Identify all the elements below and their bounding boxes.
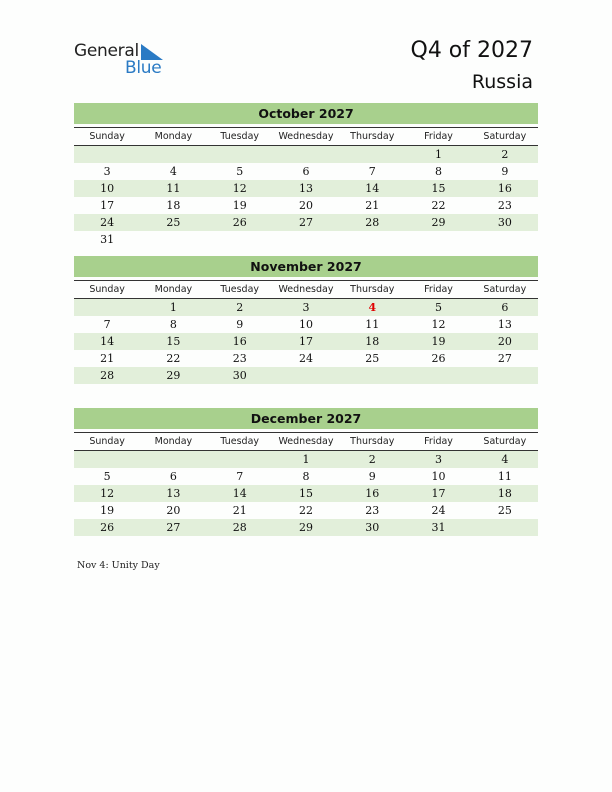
weekday-label: Friday bbox=[424, 131, 453, 142]
day-cell: 9 bbox=[368, 470, 376, 483]
day-cell: 28 bbox=[365, 216, 380, 229]
empty-day-cell bbox=[207, 231, 273, 248]
weekday-label: Saturday bbox=[483, 436, 527, 447]
week-row bbox=[74, 316, 538, 333]
day-cell: 4 bbox=[501, 453, 509, 466]
day-cell: 29 bbox=[166, 369, 181, 382]
weekday-label: Tuesday bbox=[220, 131, 260, 142]
empty-day-cell bbox=[472, 519, 538, 536]
weekday-label: Thursday bbox=[350, 436, 395, 447]
day-cell: 28 bbox=[100, 369, 115, 382]
day-cell: 23 bbox=[232, 352, 247, 365]
day-cell: 1 bbox=[169, 301, 177, 314]
day-cell: 5 bbox=[435, 301, 443, 314]
week-row bbox=[74, 350, 538, 367]
weekday-label: Friday bbox=[424, 284, 453, 295]
day-cell: 14 bbox=[232, 487, 247, 500]
day-cell: 18 bbox=[497, 487, 512, 500]
weekday-label: Monday bbox=[154, 284, 193, 295]
week-row bbox=[74, 180, 538, 197]
day-cell: 11 bbox=[365, 318, 380, 331]
day-cell: 16 bbox=[497, 182, 512, 195]
empty-day-cell bbox=[273, 367, 339, 384]
day-cell: 29 bbox=[431, 216, 446, 229]
day-cell: 17 bbox=[298, 335, 313, 348]
day-cell: 15 bbox=[431, 182, 446, 195]
weekday-label: Sunday bbox=[89, 284, 125, 295]
day-cell: 17 bbox=[100, 199, 115, 212]
empty-day-cell bbox=[74, 146, 140, 163]
day-cell: 9 bbox=[236, 318, 244, 331]
empty-day-cell bbox=[472, 367, 538, 384]
day-cell: 4 bbox=[169, 165, 177, 178]
day-cell: 5 bbox=[236, 165, 244, 178]
day-cell: 27 bbox=[166, 521, 181, 534]
month-calendar bbox=[74, 256, 538, 384]
month-header: October 2027 bbox=[74, 103, 538, 124]
month-header: November 2027 bbox=[74, 256, 538, 277]
day-cell: 16 bbox=[365, 487, 380, 500]
weekday-label: Tuesday bbox=[220, 436, 260, 447]
day-cell: 12 bbox=[232, 182, 247, 195]
day-cell: 2 bbox=[236, 301, 244, 314]
country-name: Russia bbox=[471, 71, 533, 93]
day-cell: 26 bbox=[100, 521, 115, 534]
day-cell: 27 bbox=[298, 216, 313, 229]
day-cell: 3 bbox=[435, 453, 443, 466]
page-title: Q4 of 2027 bbox=[410, 38, 533, 63]
empty-day-cell bbox=[74, 299, 140, 316]
day-cell: 3 bbox=[103, 165, 111, 178]
day-cell: 4 bbox=[368, 301, 377, 314]
weekday-label: Sunday bbox=[89, 436, 125, 447]
weekday-label: Saturday bbox=[483, 284, 527, 295]
day-cell: 9 bbox=[501, 165, 509, 178]
day-cell: 20 bbox=[298, 199, 313, 212]
weekday-label: Wednesday bbox=[278, 131, 334, 142]
day-cell: 13 bbox=[166, 487, 181, 500]
weekday-label: Friday bbox=[424, 436, 453, 447]
week-row bbox=[74, 468, 538, 485]
day-cell: 25 bbox=[365, 352, 380, 365]
day-cell: 18 bbox=[166, 199, 181, 212]
empty-day-cell bbox=[405, 367, 471, 384]
day-cell: 6 bbox=[169, 470, 177, 483]
holiday-notes bbox=[77, 560, 160, 571]
day-cell: 24 bbox=[100, 216, 115, 229]
day-cell: 19 bbox=[100, 504, 115, 517]
day-cell: 20 bbox=[497, 335, 512, 348]
day-cell: 2 bbox=[501, 148, 509, 161]
week-row bbox=[74, 197, 538, 214]
empty-day-cell bbox=[74, 451, 140, 468]
weekday-label: Sunday bbox=[89, 131, 125, 142]
day-cell: 30 bbox=[365, 521, 380, 534]
day-cell: 22 bbox=[431, 199, 446, 212]
day-cell: 27 bbox=[497, 352, 512, 365]
weekday-label: Thursday bbox=[350, 284, 395, 295]
day-cell: 5 bbox=[103, 470, 111, 483]
day-cell: 3 bbox=[302, 301, 310, 314]
empty-day-cell bbox=[339, 231, 405, 248]
day-cell: 8 bbox=[302, 470, 310, 483]
day-cell: 2 bbox=[368, 453, 376, 466]
day-cell: 24 bbox=[298, 352, 313, 365]
day-cell: 31 bbox=[100, 233, 115, 246]
logo-text-general: General bbox=[74, 41, 139, 61]
day-cell: 30 bbox=[497, 216, 512, 229]
day-cell: 21 bbox=[232, 504, 247, 517]
month-calendar bbox=[74, 408, 538, 536]
empty-day-cell bbox=[405, 231, 471, 248]
day-cell: 12 bbox=[100, 487, 115, 500]
weekday-header-row bbox=[74, 127, 538, 146]
day-cell: 26 bbox=[431, 352, 446, 365]
day-cell: 20 bbox=[166, 504, 181, 517]
day-cell: 12 bbox=[431, 318, 446, 331]
day-cell: 26 bbox=[232, 216, 247, 229]
month-header: December 2027 bbox=[74, 408, 538, 429]
day-cell: 18 bbox=[365, 335, 380, 348]
day-cell: 19 bbox=[232, 199, 247, 212]
month-calendar bbox=[74, 103, 538, 248]
day-cell: 16 bbox=[232, 335, 247, 348]
week-row bbox=[74, 519, 538, 536]
day-cell: 23 bbox=[497, 199, 512, 212]
weekday-label: Wednesday bbox=[278, 436, 334, 447]
day-cell: 17 bbox=[431, 487, 446, 500]
day-cell: 1 bbox=[302, 453, 310, 466]
day-cell: 7 bbox=[368, 165, 376, 178]
empty-day-cell bbox=[140, 146, 206, 163]
day-cell: 25 bbox=[166, 216, 181, 229]
day-cell: 11 bbox=[166, 182, 181, 195]
day-cell: 7 bbox=[236, 470, 244, 483]
day-cell: 6 bbox=[302, 165, 310, 178]
weekday-label: Tuesday bbox=[220, 284, 260, 295]
weekday-label: Wednesday bbox=[278, 284, 334, 295]
empty-day-cell bbox=[472, 231, 538, 248]
day-cell: 15 bbox=[166, 335, 181, 348]
holiday-note: Nov 4: Unity Day bbox=[77, 560, 160, 571]
weekday-label: Monday bbox=[154, 131, 193, 142]
day-cell: 15 bbox=[298, 487, 313, 500]
week-row bbox=[74, 299, 538, 316]
week-row bbox=[74, 333, 538, 350]
empty-day-cell bbox=[273, 146, 339, 163]
day-cell: 10 bbox=[431, 470, 446, 483]
day-cell: 24 bbox=[431, 504, 446, 517]
day-cell: 6 bbox=[501, 301, 509, 314]
day-cell: 30 bbox=[232, 369, 247, 382]
day-cell: 22 bbox=[166, 352, 181, 365]
weekday-label: Monday bbox=[154, 436, 193, 447]
empty-day-cell bbox=[207, 146, 273, 163]
day-cell: 31 bbox=[431, 521, 446, 534]
day-cell: 28 bbox=[232, 521, 247, 534]
week-row bbox=[74, 146, 538, 163]
day-cell: 11 bbox=[497, 470, 512, 483]
empty-day-cell bbox=[339, 146, 405, 163]
day-cell: 13 bbox=[298, 182, 313, 195]
logo-text-blue: Blue bbox=[125, 58, 162, 78]
week-row bbox=[74, 231, 538, 248]
weekday-label: Saturday bbox=[483, 131, 527, 142]
day-cell: 14 bbox=[100, 335, 115, 348]
day-cell: 23 bbox=[365, 504, 380, 517]
week-row bbox=[74, 367, 538, 384]
empty-day-cell bbox=[273, 231, 339, 248]
week-row bbox=[74, 451, 538, 468]
day-cell: 29 bbox=[298, 521, 313, 534]
day-cell: 25 bbox=[497, 504, 512, 517]
day-cell: 13 bbox=[497, 318, 512, 331]
weekday-header-row bbox=[74, 280, 538, 299]
week-row bbox=[74, 214, 538, 231]
day-cell: 8 bbox=[435, 165, 443, 178]
day-cell: 10 bbox=[100, 182, 115, 195]
empty-day-cell bbox=[140, 451, 206, 468]
day-cell: 22 bbox=[298, 504, 313, 517]
empty-day-cell bbox=[339, 367, 405, 384]
day-cell: 8 bbox=[169, 318, 177, 331]
week-row bbox=[74, 485, 538, 502]
empty-day-cell bbox=[207, 451, 273, 468]
day-cell: 21 bbox=[365, 199, 380, 212]
week-row bbox=[74, 163, 538, 180]
day-cell: 10 bbox=[298, 318, 313, 331]
weekday-header-row bbox=[74, 432, 538, 451]
day-cell: 7 bbox=[103, 318, 111, 331]
day-cell: 14 bbox=[365, 182, 380, 195]
day-cell: 21 bbox=[100, 352, 115, 365]
day-cell: 19 bbox=[431, 335, 446, 348]
logo bbox=[74, 41, 174, 81]
day-cell: 1 bbox=[435, 148, 443, 161]
weekday-label: Thursday bbox=[350, 131, 395, 142]
empty-day-cell bbox=[140, 231, 206, 248]
week-row bbox=[74, 502, 538, 519]
